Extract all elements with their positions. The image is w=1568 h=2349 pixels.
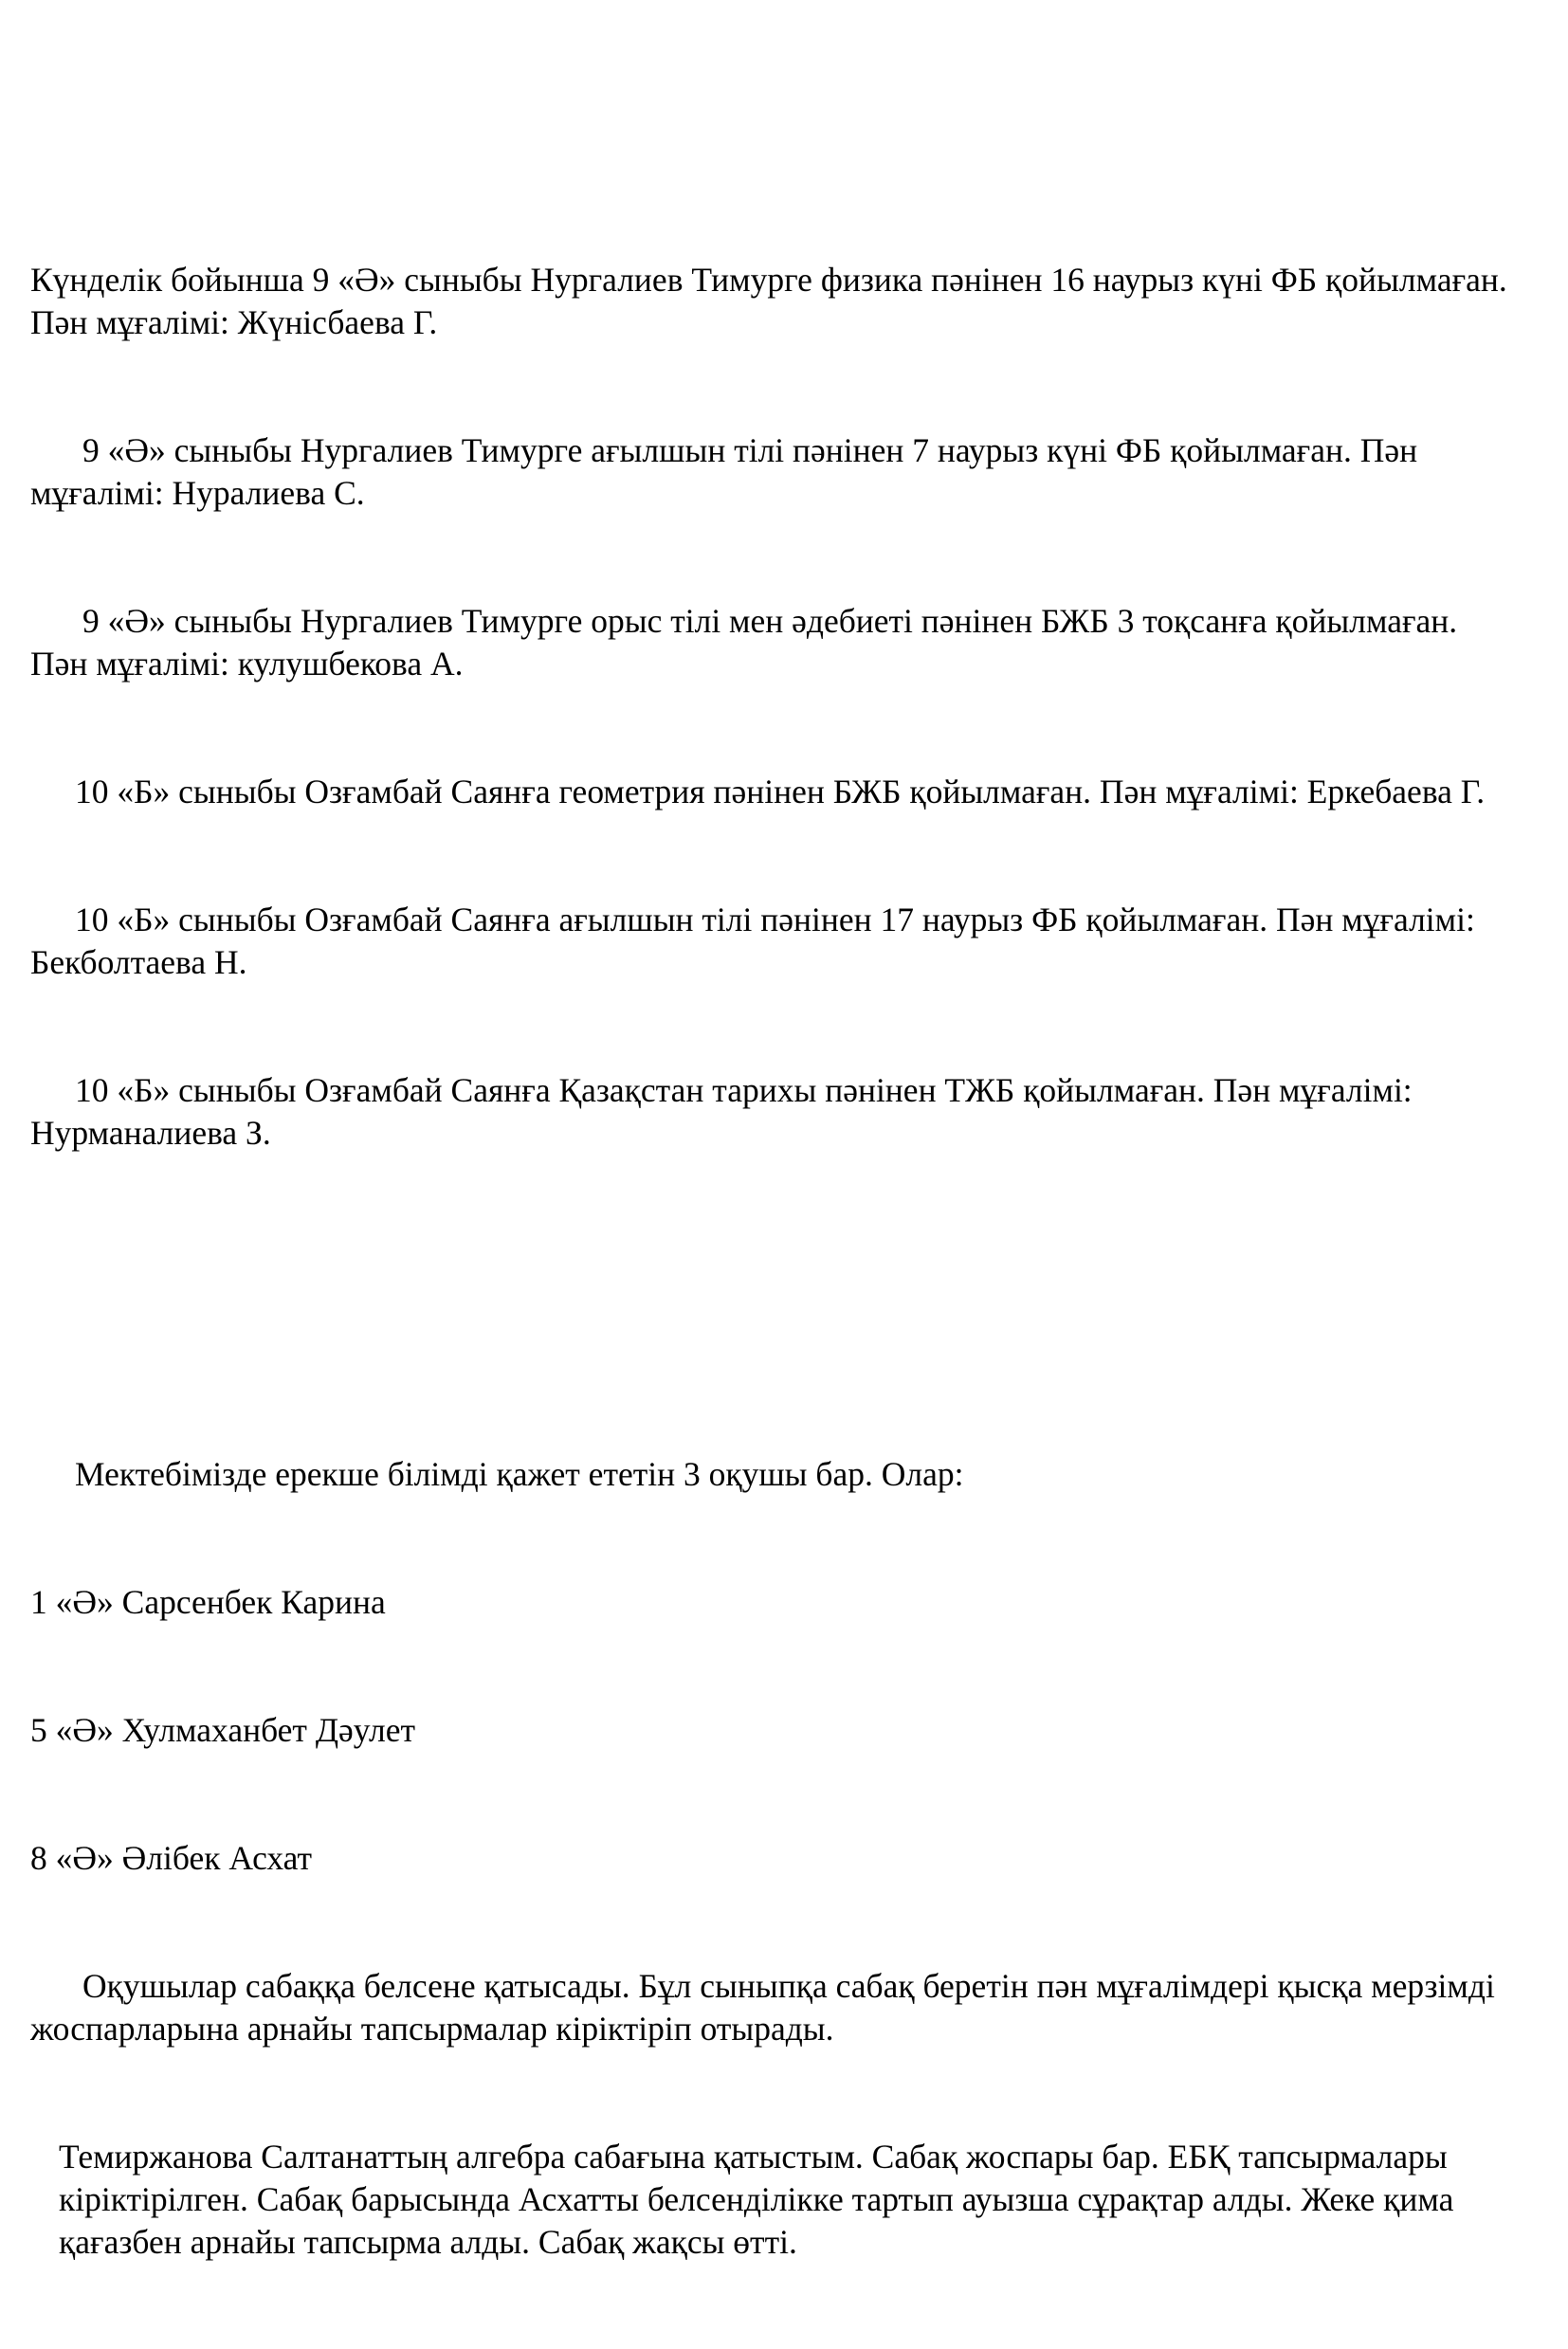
student-list-item: 1 «Ә» Сарсенбек Карина	[30, 1583, 386, 1621]
special-needs-intro: Мектебімізде ерекше білімді қажет ететін 3 оқушы бар. Олар:	[75, 1455, 964, 1493]
paragraph-spacer	[30, 1283, 1509, 1325]
paragraph-english-9: 9 «Ә» сыныбы Нургалиев Тимурге ағылшын тілі пәнінен 7 наурыз күні ФБ қойылмаған. Пән мұғалімі: Нуралиева С.	[30, 431, 1427, 512]
participation-paragraph: Оқушылар сабаққа белсене қатысады. Бұл сыныпқа сабақ беретін пән мұғалімдері қысқа мерзімді жоспарларына арнайы тапсырмалар кіріктіріп отырады.	[30, 1967, 1504, 2048]
paragraph-geometry: 10 «Б» сыныбы Озғамбай Саянға геометрия пәнінен БЖБ қойылмаған. Пән мұғалімі: Еркебаева Г.	[75, 773, 1486, 810]
document-body	[30, 173, 1516, 2349]
paragraph-physics: Күнделік бойынша 9 «Ә» сыныбы Нургалиев Тимурге физика пәнінен 16 наурыз күні ФБ қойылмаған. Пән мұғалімі: Жүнісбаева Г.	[30, 261, 1516, 341]
lesson-observation-paragraph: Темиржанова Салтанаттың алгебра сабағына қатыстым. Сабақ жоспары бар. ЕБҚ тапсырмалары кіріктірілген. Сабақ барысында Асхатты белсенділікке тартып ауызша сұрақтар алды. Жеке қима қағазбен арнайы тапсырма алды. Сабақ жақсы өтті.	[59, 2138, 1463, 2261]
student-list-item: 5 «Ә» Хулмаханбет Дәулет	[30, 1711, 415, 1749]
paragraph-english-10: 10 «Б» сыныбы Озғамбай Саянға ағылшын тілі пәнінен 17 наурыз ФБ қойылмаған. Пән мұғалімі: Бекболтаева Н.	[30, 901, 1484, 981]
paragraph-history: 10 «Б» сыныбы Озғамбай Саянға Қазақстан тарихы пәнінен ТЖБ қойылмаған. Пән мұғалімі: Нурманалиева З.	[30, 1071, 1421, 1152]
student-list-item: 8 «Ә» Әлібек Асхат	[30, 1839, 313, 1877]
paragraph-russian: 9 «Ә» сыныбы Нургалиев Тимурге орыс тілі мен әдебиеті пәнінен БЖБ 3 тоқсанға қойылмаған. Пән мұғалімі: кулушбекова А.	[30, 602, 1467, 683]
